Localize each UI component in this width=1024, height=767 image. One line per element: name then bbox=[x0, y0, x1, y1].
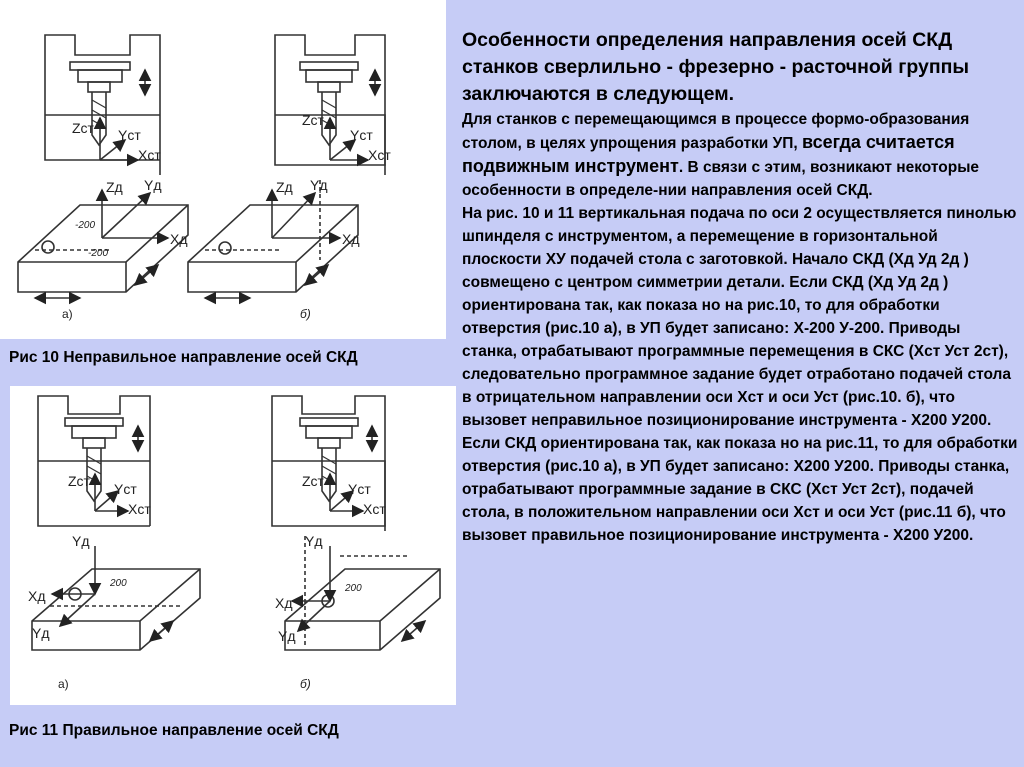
dim-label-a2: -200 bbox=[88, 248, 109, 259]
sublabel-c: а) bbox=[58, 677, 69, 691]
label-y-st-a: Yст bbox=[118, 127, 141, 143]
label-x-st-b: Xст bbox=[368, 147, 391, 163]
label-x-d-b: Xд bbox=[342, 231, 360, 247]
dim-label-d: 200 bbox=[345, 583, 362, 594]
label-x-st-d: Xст bbox=[363, 501, 386, 517]
label-y-d-a: Yд bbox=[144, 177, 162, 193]
label-z-st-b: Zст bbox=[302, 112, 324, 128]
paragraph-1 bbox=[462, 108, 1018, 202]
paragraph-1-emphasis: всегда считается подвижным инструмент bbox=[462, 132, 955, 176]
label-z-st-c: Zст bbox=[68, 473, 90, 489]
figure-11-diagram bbox=[10, 386, 456, 705]
label-x-st-c: Xст bbox=[128, 501, 151, 517]
figure-10-caption: Рис 10 Неправильное направление осей СКД bbox=[9, 349, 358, 366]
label-x-d-c: Xд bbox=[28, 588, 46, 604]
figure-10-svg bbox=[0, 0, 446, 339]
paragraph-1-start: Для станков с перемещающимся в процессе формо-образования столом, в целях упрощения разработки УП, bbox=[462, 111, 970, 152]
label-y-d-c-top: Yд bbox=[72, 533, 90, 549]
label-x-d-a: Xд bbox=[170, 231, 188, 247]
label-y-st-b: Yст bbox=[350, 127, 373, 143]
heading: Особенности определения направления осей СКД станков сверлильно - фрезерно - расточной группы заключаются в следующем. bbox=[462, 29, 970, 105]
label-z-d-b: Zд bbox=[276, 179, 293, 195]
paragraph-1-end: . В связи с этим, возникают некоторые особенности в определе-нии направления осей СКД. bbox=[462, 159, 980, 199]
sublabel-b: б) bbox=[300, 307, 311, 321]
dim-label-c: 200 bbox=[110, 578, 127, 589]
figure-11-svg bbox=[10, 386, 456, 705]
label-y-d-d: Yд bbox=[278, 628, 296, 644]
sublabel-a: а) bbox=[62, 307, 73, 321]
paragraph-3: Если СКД ориентирована так, как показа но на рис.11, то для обработки отверстия (рис.10 а), в УП будет записано: Х200 У200. Приводы станка, отрабатывают программные задание в СКС (Хст Уст 2ст), подачей стола, в положительном направлении оси Хст и оси Уст (рис.11 б), что вызовет правильное позиционирование инструмента - Х200 У200. bbox=[462, 435, 1018, 544]
body-text bbox=[462, 108, 1018, 547]
paragraph-2: На рис. 10 и 11 вертикальная подача по оси 2 осуществляется пинолью шпинделя с инструментом, а перемещение в горизонтальной плоскости ХУ подачей стола с заготовкой. Начало СКД (Хд Уд 2д ) совмещено с центром симметрии детали. Если СКД (Хд Уд 2д ) ориентирована так, как показа но на рис.10, то для обработки отверстия (рис.10 а), в УП будет записано: Х-200 У-200. Приводы станка, отрабатывают программные перемещения в СКС (Хст Уст 2ст), следовательно программное задание будет отработано подачей стола в отрицательном направлении оси Хст и оси Уст (рис.10. б), что вызовет неправильное позиционирование инструмента - Х200 У200. bbox=[462, 205, 1017, 429]
figure-11-caption: Рис 11 Правильное направление осей СКД bbox=[9, 722, 339, 739]
label-y-d-b: Yд bbox=[310, 177, 328, 193]
text-column bbox=[462, 27, 1018, 547]
label-z-st-d: Zст bbox=[302, 473, 324, 489]
label-z-d-a: Zд bbox=[106, 179, 123, 195]
label-x-d-d: Xд bbox=[275, 595, 293, 611]
workpiece-d bbox=[285, 536, 440, 650]
dim-label-a1: -200 bbox=[75, 220, 96, 231]
figure-10-diagram bbox=[0, 0, 446, 339]
label-y-st-d: Yст bbox=[348, 481, 371, 497]
sublabel-d: б) bbox=[300, 677, 311, 691]
label-y-st-c: Yст bbox=[114, 481, 137, 497]
label-y-d-d-top: Yд bbox=[305, 533, 323, 549]
label-x-st-a: Xст bbox=[138, 147, 161, 163]
label-z-st-a: Zст bbox=[72, 120, 94, 136]
label-y-d-c: Yд bbox=[32, 625, 50, 641]
